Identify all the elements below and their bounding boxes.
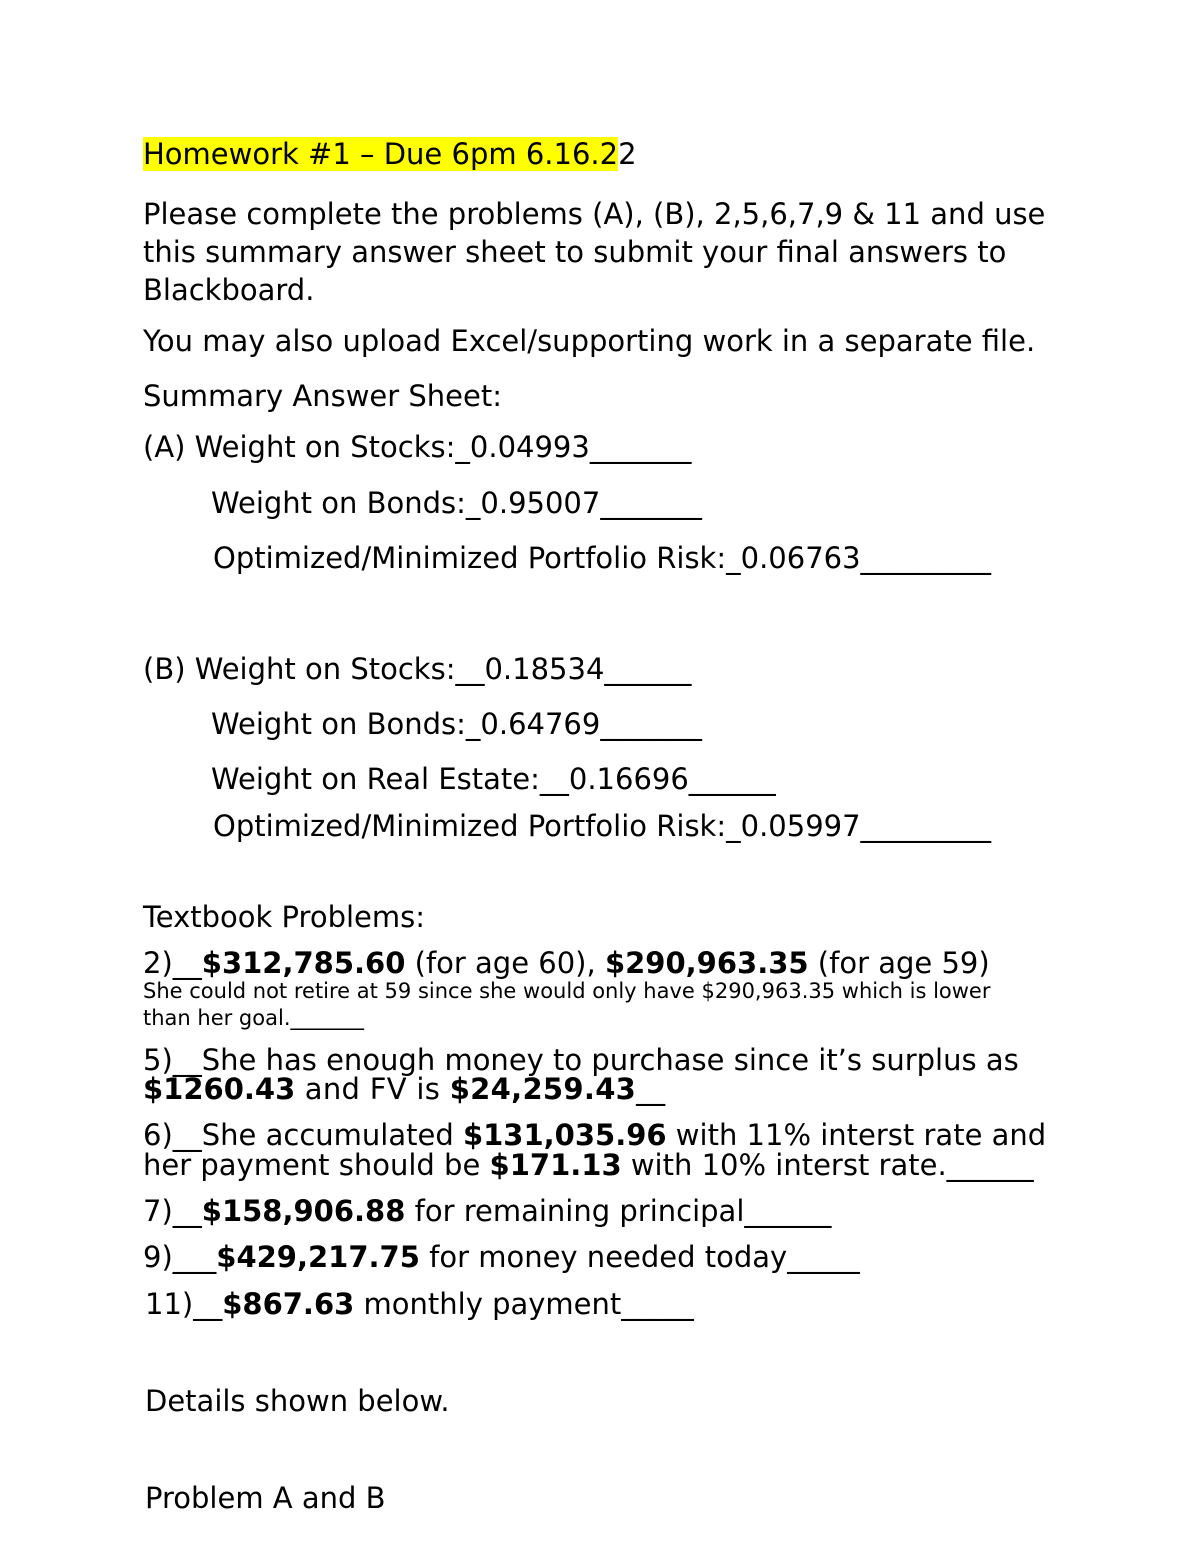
p2-note-1: She could not retire at 59 since she would only have $290,963.35 which is lower xyxy=(143,979,991,1003)
p9-text: for money needed today_____ xyxy=(419,1240,860,1274)
b-risk: Optimized/Minimized Portfolio Risk:_0.05997_________ xyxy=(213,809,992,843)
p9-prefix: 9)___ xyxy=(143,1240,217,1274)
problem-9 xyxy=(143,1238,860,1276)
b-bonds: Weight on Bonds:_0.64769_______ xyxy=(211,707,702,741)
a-risk: Optimized/Minimized Portfolio Risk:_0.06763_________ xyxy=(213,541,992,575)
p5-value-2: $24,259.43 xyxy=(449,1072,637,1106)
p5-value-1: $1260.43 xyxy=(143,1072,296,1106)
p11-value: $867.63 xyxy=(222,1287,355,1321)
p7-prefix: 7)__ xyxy=(143,1194,202,1228)
p7-value: $158,906.88 xyxy=(201,1194,406,1228)
problem-5-line-1: 5)__She has enough money to purchase since it’s surplus as xyxy=(143,1043,1019,1077)
p11-text: monthly payment_____ xyxy=(354,1287,694,1321)
p6-text-1: with 11% interst rate and xyxy=(666,1118,1047,1152)
p5-text-2: __ xyxy=(636,1072,666,1106)
p11-prefix: 11)__ xyxy=(145,1287,223,1321)
title-tail: 2 xyxy=(618,137,637,171)
problem-11 xyxy=(145,1285,694,1323)
homework-title xyxy=(143,135,637,173)
problem-2 xyxy=(143,944,990,982)
problem-6-line-2 xyxy=(143,1146,1034,1184)
p6-value-2: $171.13 xyxy=(489,1148,622,1182)
p2-value-1: $312,785.60 xyxy=(201,946,406,980)
p6-prefix: 6)__She accumulated xyxy=(143,1118,463,1152)
intro-line-1: Please complete the problems (A), (B), 2,5,6,7,9 & 11 and use xyxy=(143,197,1046,231)
a-stocks: (A) Weight on Stocks:_0.04993_______ xyxy=(143,430,692,464)
a-bonds: Weight on Bonds:_0.95007_______ xyxy=(211,486,702,520)
b-stocks: (B) Weight on Stocks:__0.18534______ xyxy=(143,652,692,686)
p6-value-1: $131,035.96 xyxy=(462,1118,667,1152)
title-highlight: Homework #1 – Due 6pm 6.16.2 xyxy=(143,137,619,171)
problem-7 xyxy=(143,1192,831,1230)
p2-prefix: 2)__ xyxy=(143,946,202,980)
p2-value-2: $290,963.35 xyxy=(604,946,809,980)
p9-value: $429,217.75 xyxy=(216,1240,420,1274)
intro-line-2: this summary answer sheet to submit your final answers to xyxy=(143,235,1007,269)
p5-text-1: and FV is xyxy=(295,1072,450,1106)
p2-note-2: than her goal._______ xyxy=(143,1006,364,1030)
p6-text-2: her payment should be xyxy=(143,1148,490,1182)
problem-5-line-2 xyxy=(143,1070,665,1108)
problem-ab-heading: Problem A and B xyxy=(145,1481,386,1515)
b-real-estate: Weight on Real Estate:__0.16696______ xyxy=(211,762,776,796)
p6-text-3: with 10% interst rate.______ xyxy=(621,1148,1034,1182)
p7-text: for remaining principal______ xyxy=(405,1194,832,1228)
intro-line-3: Blackboard. xyxy=(143,273,315,307)
p2-text-2: (for age 59) xyxy=(808,946,990,980)
textbook-heading: Textbook Problems: xyxy=(143,900,425,934)
details-note: Details shown below. xyxy=(145,1384,450,1418)
upload-note: You may also upload Excel/supporting work in a separate file. xyxy=(143,324,1036,358)
summary-heading: Summary Answer Sheet: xyxy=(143,379,503,413)
p2-text-1: (for age 60), xyxy=(405,946,605,980)
